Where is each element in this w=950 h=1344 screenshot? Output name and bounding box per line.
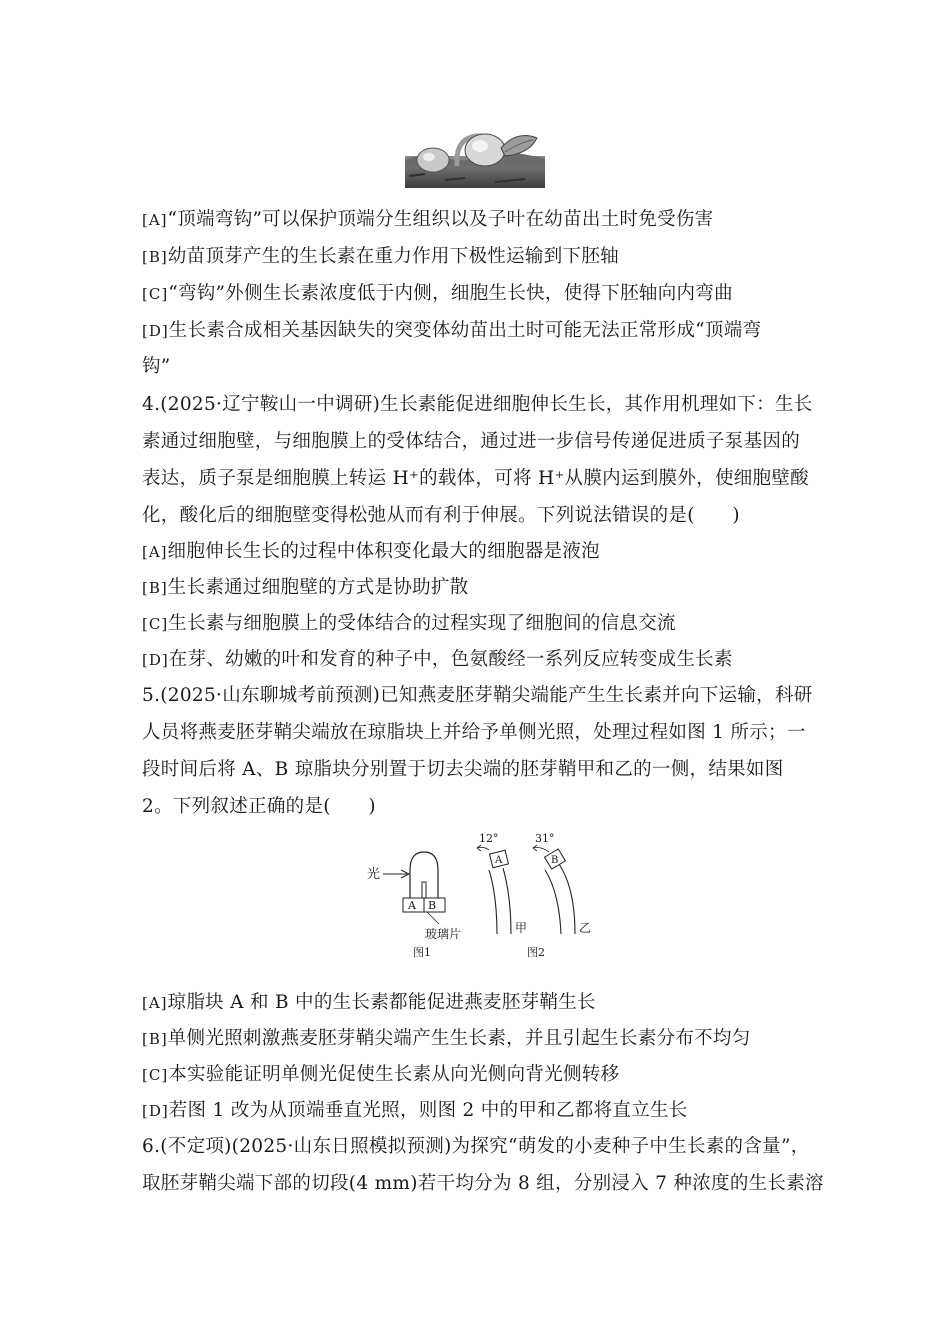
q3-option-a [142, 208, 713, 232]
q3-option-b [142, 245, 619, 269]
block-a-label: A [408, 899, 416, 912]
option-tag: [B] [142, 248, 168, 266]
q5-option-a [142, 991, 596, 1015]
q4-option-a [142, 540, 600, 564]
q5-stem-line: 段时间后将 A、B 琼脂块分别置于切去尖端的胚芽鞘甲和乙的一侧，结果如图 [142, 759, 784, 780]
light-label: 光 [367, 867, 381, 882]
q5-option-c [142, 1063, 619, 1087]
option-text: 幼苗顶芽产生的生长素在重力作用下极性运输到下胚轴 [167, 246, 619, 267]
q3-option-d [142, 319, 761, 343]
yi-block-label: B [551, 855, 559, 866]
angle-a-label: 12° [479, 832, 499, 845]
option-tag: [D] [142, 651, 169, 669]
q5-option-b [142, 1027, 751, 1051]
q4-stem-line: 表达，质子泵是细胞膜上转运 H⁺的载体，可将 H⁺从膜内运到膜外，使细胞壁酸 [142, 468, 809, 489]
fig2-caption: 图2 [527, 946, 545, 959]
option-tag: [C] [142, 285, 169, 303]
option-tag: [A] [142, 543, 168, 561]
q5-stem-line: 人员将燕麦胚芽鞘尖端放在琼脂块上并给予单侧光照，处理过程如图 1 所示；一 [142, 722, 806, 743]
option-text: 生长素与细胞膜上的受体结合的过程实现了细胞间的信息交流 [168, 613, 676, 634]
q5-stem-line: 2。下列叙述正确的是( ) [142, 796, 376, 817]
yi-label: 乙 [579, 921, 592, 935]
option-text: 若图 1 改为从顶端垂直光照，则图 2 中的甲和乙都将直立生长 [168, 1100, 688, 1121]
q5-stem-line: 5.(2025·山东聊城考前预测)已知燕麦胚芽鞘尖端能产生生长素并向下运输，科研 [142, 685, 813, 706]
fig1-caption: 图1 [413, 946, 431, 959]
option-text: 本实验能证明单侧光促使生长素从向光侧向背光侧转移 [168, 1064, 620, 1085]
option-text: “弯钩”外侧生长素浓度低于内侧，细胞生长快，使得下胚轴向内弯曲 [168, 283, 733, 304]
option-text: 琼脂块 A 和 B 中的生长素都能促进燕麦胚芽鞘生长 [167, 992, 596, 1013]
option-text: 生长素通过细胞壁的方式是协助扩散 [167, 577, 469, 598]
jia-label: 甲 [515, 921, 528, 935]
option-tag: [D] [142, 1102, 169, 1120]
option-tag: [B] [142, 1030, 168, 1048]
q4-stem-line: 素通过细胞壁，与细胞膜上的受体结合，通过进一步信号传递促进质子泵基因的 [142, 431, 801, 452]
glass-pointer [427, 912, 439, 924]
glass-label: 玻璃片 [425, 927, 462, 941]
q6-stem-line: 取胚芽鞘尖端下部的切段(4 mm)若干均分为 8 组，分别浸入 7 种浓度的生长素溶 [142, 1173, 824, 1194]
option-text: 细胞伸长生长的过程中体积变化最大的细胞器是液泡 [167, 541, 600, 562]
q4-option-b [142, 576, 469, 600]
option-tag: [D] [142, 322, 169, 340]
q5-figure [355, 826, 595, 966]
q5-option-d [142, 1099, 688, 1123]
q4-stem-line: 化，酸化后的细胞壁变得松弛从而有利于伸展。下列说法错误的是( ) [142, 505, 740, 526]
block-b-label: B [428, 899, 437, 912]
q6-stem-line: 6.(不定项)(2025·山东日照模拟预测)为探究“萌发的小麦种子中生长素的含量”， [142, 1136, 810, 1157]
option-tag: [C] [142, 1066, 169, 1084]
angle-b-label: 31° [535, 832, 555, 845]
seedling-hook-photo [405, 126, 545, 188]
option-tag: [B] [142, 579, 168, 597]
option-text: 单侧光照刺激燕麦胚芽鞘尖端产生生长素，并且引起生长素分布不均匀 [167, 1028, 751, 1049]
option-text: “顶端弯钩”可以保护顶端分生组织以及子叶在幼苗出土时免受伤害 [167, 209, 714, 230]
jia-block-label: A [495, 855, 503, 866]
option-tag: [C] [142, 615, 169, 633]
option-tag: [A] [142, 211, 168, 229]
option-text: 生长素合成相关基因缺失的突变体幼苗出土时可能无法正常形成“顶端弯 [168, 320, 762, 341]
q4-option-d [142, 648, 733, 672]
q3-option-c [142, 282, 733, 306]
angle-a-arrow [477, 845, 481, 851]
option-text: 在芽、幼嫩的叶和发育的种子中，色氨酸经一系列反应转变成生长素 [168, 649, 733, 670]
coleoptile-jia [489, 868, 511, 934]
q4-stem-line: 4.(2025·辽宁鞍山一中调研)生长素能促进细胞伸长生长，其作用机理如下：生长 [142, 394, 813, 415]
q4-option-c [142, 612, 676, 636]
coleoptile-yi [545, 864, 575, 934]
option-tag: [A] [142, 994, 168, 1012]
q3-option-d-continued: 钩” [142, 356, 171, 377]
